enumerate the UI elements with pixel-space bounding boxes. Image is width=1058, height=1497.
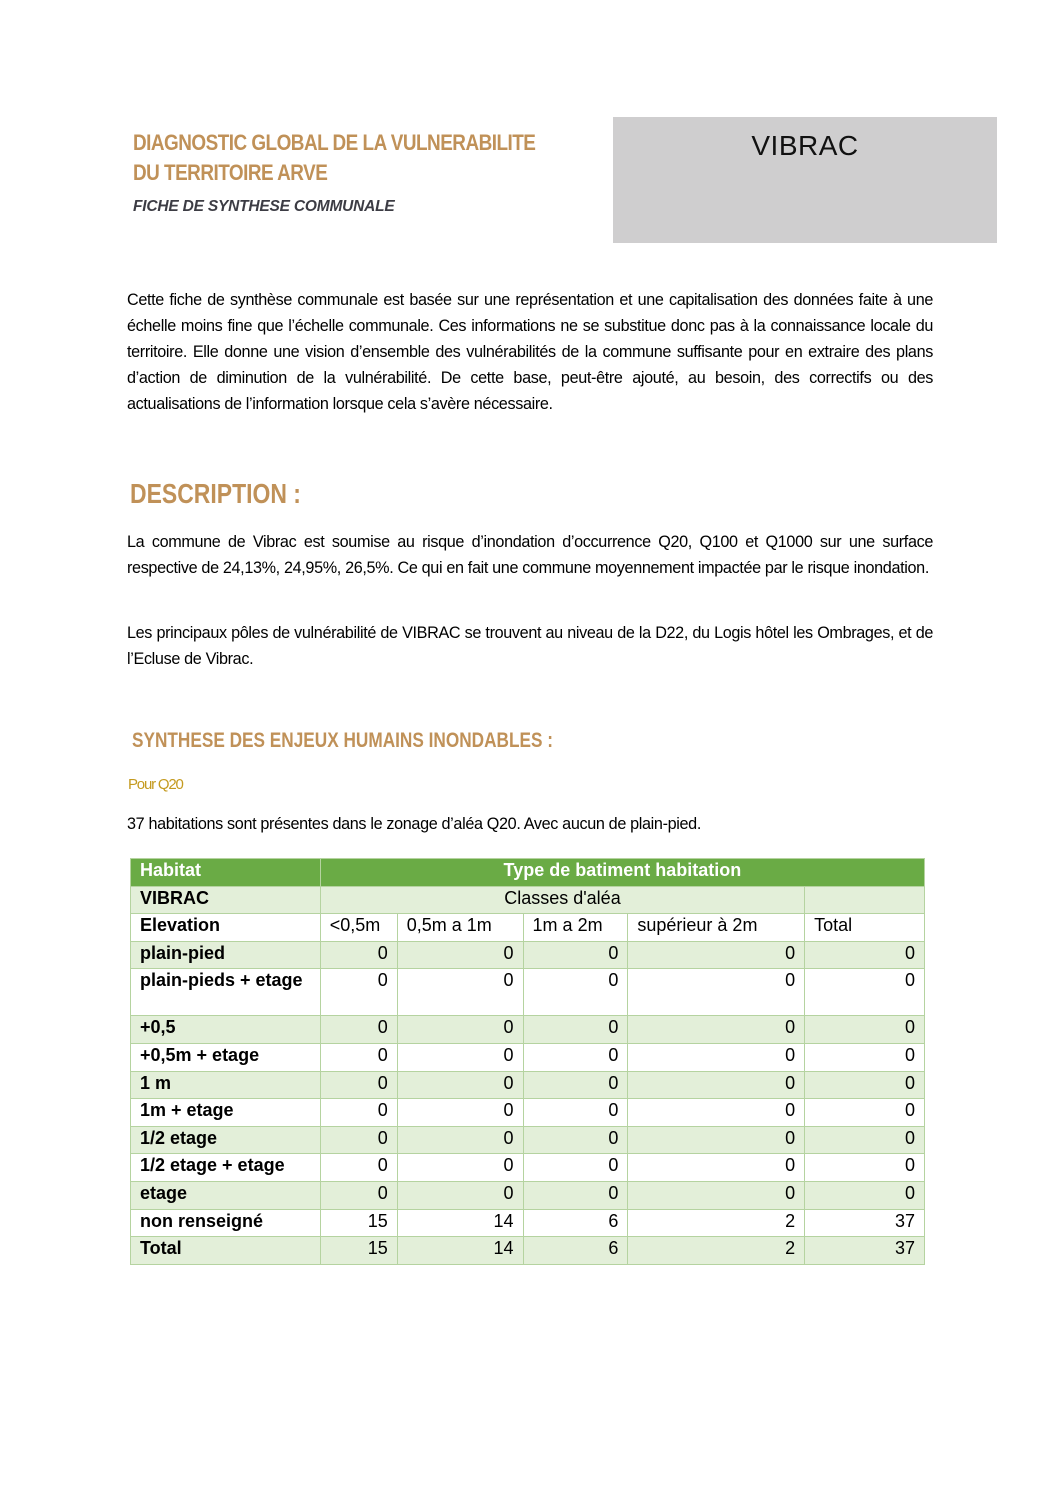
- cell: 0: [805, 1016, 925, 1044]
- document-subtitle: FICHE DE SYNTHESE COMMUNALE: [133, 198, 395, 215]
- table-row: [131, 1126, 925, 1154]
- header-type-batiment: Type de batiment habitation: [320, 859, 924, 887]
- cell: 0: [397, 1043, 523, 1071]
- commune-box: [613, 117, 997, 243]
- cell: 0: [805, 1099, 925, 1127]
- table-row: [131, 1154, 925, 1182]
- cell: 0: [805, 969, 925, 1016]
- cell: 0: [628, 941, 805, 969]
- table-row: [131, 1181, 925, 1209]
- cell: 0: [523, 1016, 628, 1044]
- cell: 0: [320, 1154, 397, 1182]
- row-label: +0,5m + etage: [131, 1043, 321, 1071]
- elevation-label: Elevation: [131, 914, 321, 942]
- cell: 2: [628, 1209, 805, 1237]
- intro-paragraph: Cette fiche de synthèse communale est basée sur une représentation et une capitalisation des données faite à une échelle moins fine que l’échelle communale. Ces informations ne se substitue donc pas à la connaissance locale du territoire. Elle donne une vision d’ensemble des vulnérabilités de la commune suffisante pour en extraire des plans d’action de diminution de la vulnérabilité. De cette base, peut-être ajouté, au besoin, des correctifs ou des actualisations de l’information lorsque cela s’avère nécessaire.: [127, 291, 933, 413]
- column-header: <0,5m: [320, 914, 397, 942]
- cell: 0: [805, 1043, 925, 1071]
- cell: 0: [320, 941, 397, 969]
- cell: 0: [628, 1099, 805, 1127]
- cell: 15: [320, 1209, 397, 1237]
- row-label: plain-pieds + etage: [131, 969, 321, 1016]
- cell: 0: [805, 1071, 925, 1099]
- cell: 0: [320, 1016, 397, 1044]
- table-row: [131, 1209, 925, 1237]
- cell: 0: [523, 941, 628, 969]
- habitat-table: [130, 858, 925, 1265]
- main-title-line-2: DU TERRITOIRE ARVE: [133, 160, 328, 185]
- row-label: 1/2 etage: [131, 1126, 321, 1154]
- document-header: [133, 128, 601, 216]
- row-label: +0,5: [131, 1016, 321, 1044]
- cell: 0: [628, 1016, 805, 1044]
- commune-label: VIBRAC: [131, 886, 321, 914]
- synthese-heading: SYNTHESE DES ENJEUX HUMAINS INONDABLES :: [132, 729, 553, 752]
- cell: 0: [320, 1126, 397, 1154]
- cell: 0: [397, 1126, 523, 1154]
- column-header: 1m a 2m: [523, 914, 628, 942]
- column-header: supérieur à 2m: [628, 914, 805, 942]
- cell: 0: [523, 969, 628, 1016]
- cell: 14: [397, 1237, 523, 1265]
- main-title-line-1: DIAGNOSTIC GLOBAL DE LA VULNERABILITE: [133, 130, 536, 155]
- table-row: [131, 1043, 925, 1071]
- table-title-row: [131, 859, 925, 887]
- row-label: 1m + etage: [131, 1099, 321, 1127]
- cell: 0: [523, 1043, 628, 1071]
- row-label: etage: [131, 1181, 321, 1209]
- row-label: 1/2 etage + etage: [131, 1154, 321, 1182]
- cell: 14: [397, 1209, 523, 1237]
- cell: 0: [397, 1099, 523, 1127]
- cell: 0: [320, 1071, 397, 1099]
- cell: 6: [523, 1237, 628, 1265]
- cell: 6: [523, 1209, 628, 1237]
- cell: 0: [397, 941, 523, 969]
- table-total-row: [131, 1237, 925, 1265]
- cell: 0: [805, 1126, 925, 1154]
- cell: 0: [320, 1043, 397, 1071]
- cell: 0: [397, 1016, 523, 1044]
- cell: 0: [628, 1071, 805, 1099]
- cell: 0: [320, 1181, 397, 1209]
- classes-alea-label: Classes d'aléa: [320, 886, 804, 914]
- cell: 0: [523, 1126, 628, 1154]
- cell: 0: [523, 1154, 628, 1182]
- commune-name: VIBRAC: [751, 130, 859, 161]
- cell: 0: [805, 1181, 925, 1209]
- row-label: non renseigné: [131, 1209, 321, 1237]
- cell: 0: [397, 969, 523, 1016]
- column-header: Total: [805, 914, 925, 942]
- table-row: [131, 941, 925, 969]
- cell: 0: [320, 969, 397, 1016]
- table-row: [131, 1071, 925, 1099]
- table-row: [131, 1016, 925, 1044]
- cell: 0: [397, 1071, 523, 1099]
- cell: 0: [397, 1181, 523, 1209]
- cell: 15: [320, 1237, 397, 1265]
- empty-cell: [805, 886, 925, 914]
- table-commune-row: [131, 886, 925, 914]
- cell: 0: [628, 969, 805, 1016]
- table-row: [131, 1099, 925, 1127]
- cell: 0: [805, 941, 925, 969]
- cell: 0: [320, 1099, 397, 1127]
- description-paragraph-2: Les principaux pôles de vulnérabilité de VIBRAC se trouvent au niveau de la D22, du Logis hôtel les Ombrages, et de l’Ecluse de Vibrac.: [127, 624, 933, 668]
- cell: 37: [805, 1209, 925, 1237]
- row-label: 1 m: [131, 1071, 321, 1099]
- cell: 0: [628, 1126, 805, 1154]
- table-column-header-row: [131, 914, 925, 942]
- cell: 0: [628, 1154, 805, 1182]
- description-paragraph-1: La commune de Vibrac est soumise au risque d’inondation d’occurrence Q20, Q100 et Q1000 sur une surface respective de 24,13%, 24,95%, 26,5%. Ce qui en fait une commune moyennement impactée par le risque inondation.: [127, 533, 933, 577]
- cell: 0: [523, 1071, 628, 1099]
- habitation-summary: 37 habitations sont présentes dans le zonage d’aléa Q20. Avec aucun de plain-pied.: [127, 815, 701, 833]
- cell: 0: [805, 1154, 925, 1182]
- cell: 0: [628, 1181, 805, 1209]
- cell: 0: [628, 1043, 805, 1071]
- row-label: Total: [131, 1237, 321, 1265]
- header-habitat: Habitat: [131, 859, 321, 887]
- cell: 2: [628, 1237, 805, 1265]
- cell: 0: [523, 1181, 628, 1209]
- cell: 0: [523, 1099, 628, 1127]
- cell: 37: [805, 1237, 925, 1265]
- cell: 0: [397, 1154, 523, 1182]
- table-row: [131, 969, 925, 1016]
- q20-subheading: Pour Q20: [128, 776, 183, 793]
- row-label: plain-pied: [131, 941, 321, 969]
- description-heading: DESCRIPTION :: [130, 478, 301, 509]
- column-header: 0,5m a 1m: [397, 914, 523, 942]
